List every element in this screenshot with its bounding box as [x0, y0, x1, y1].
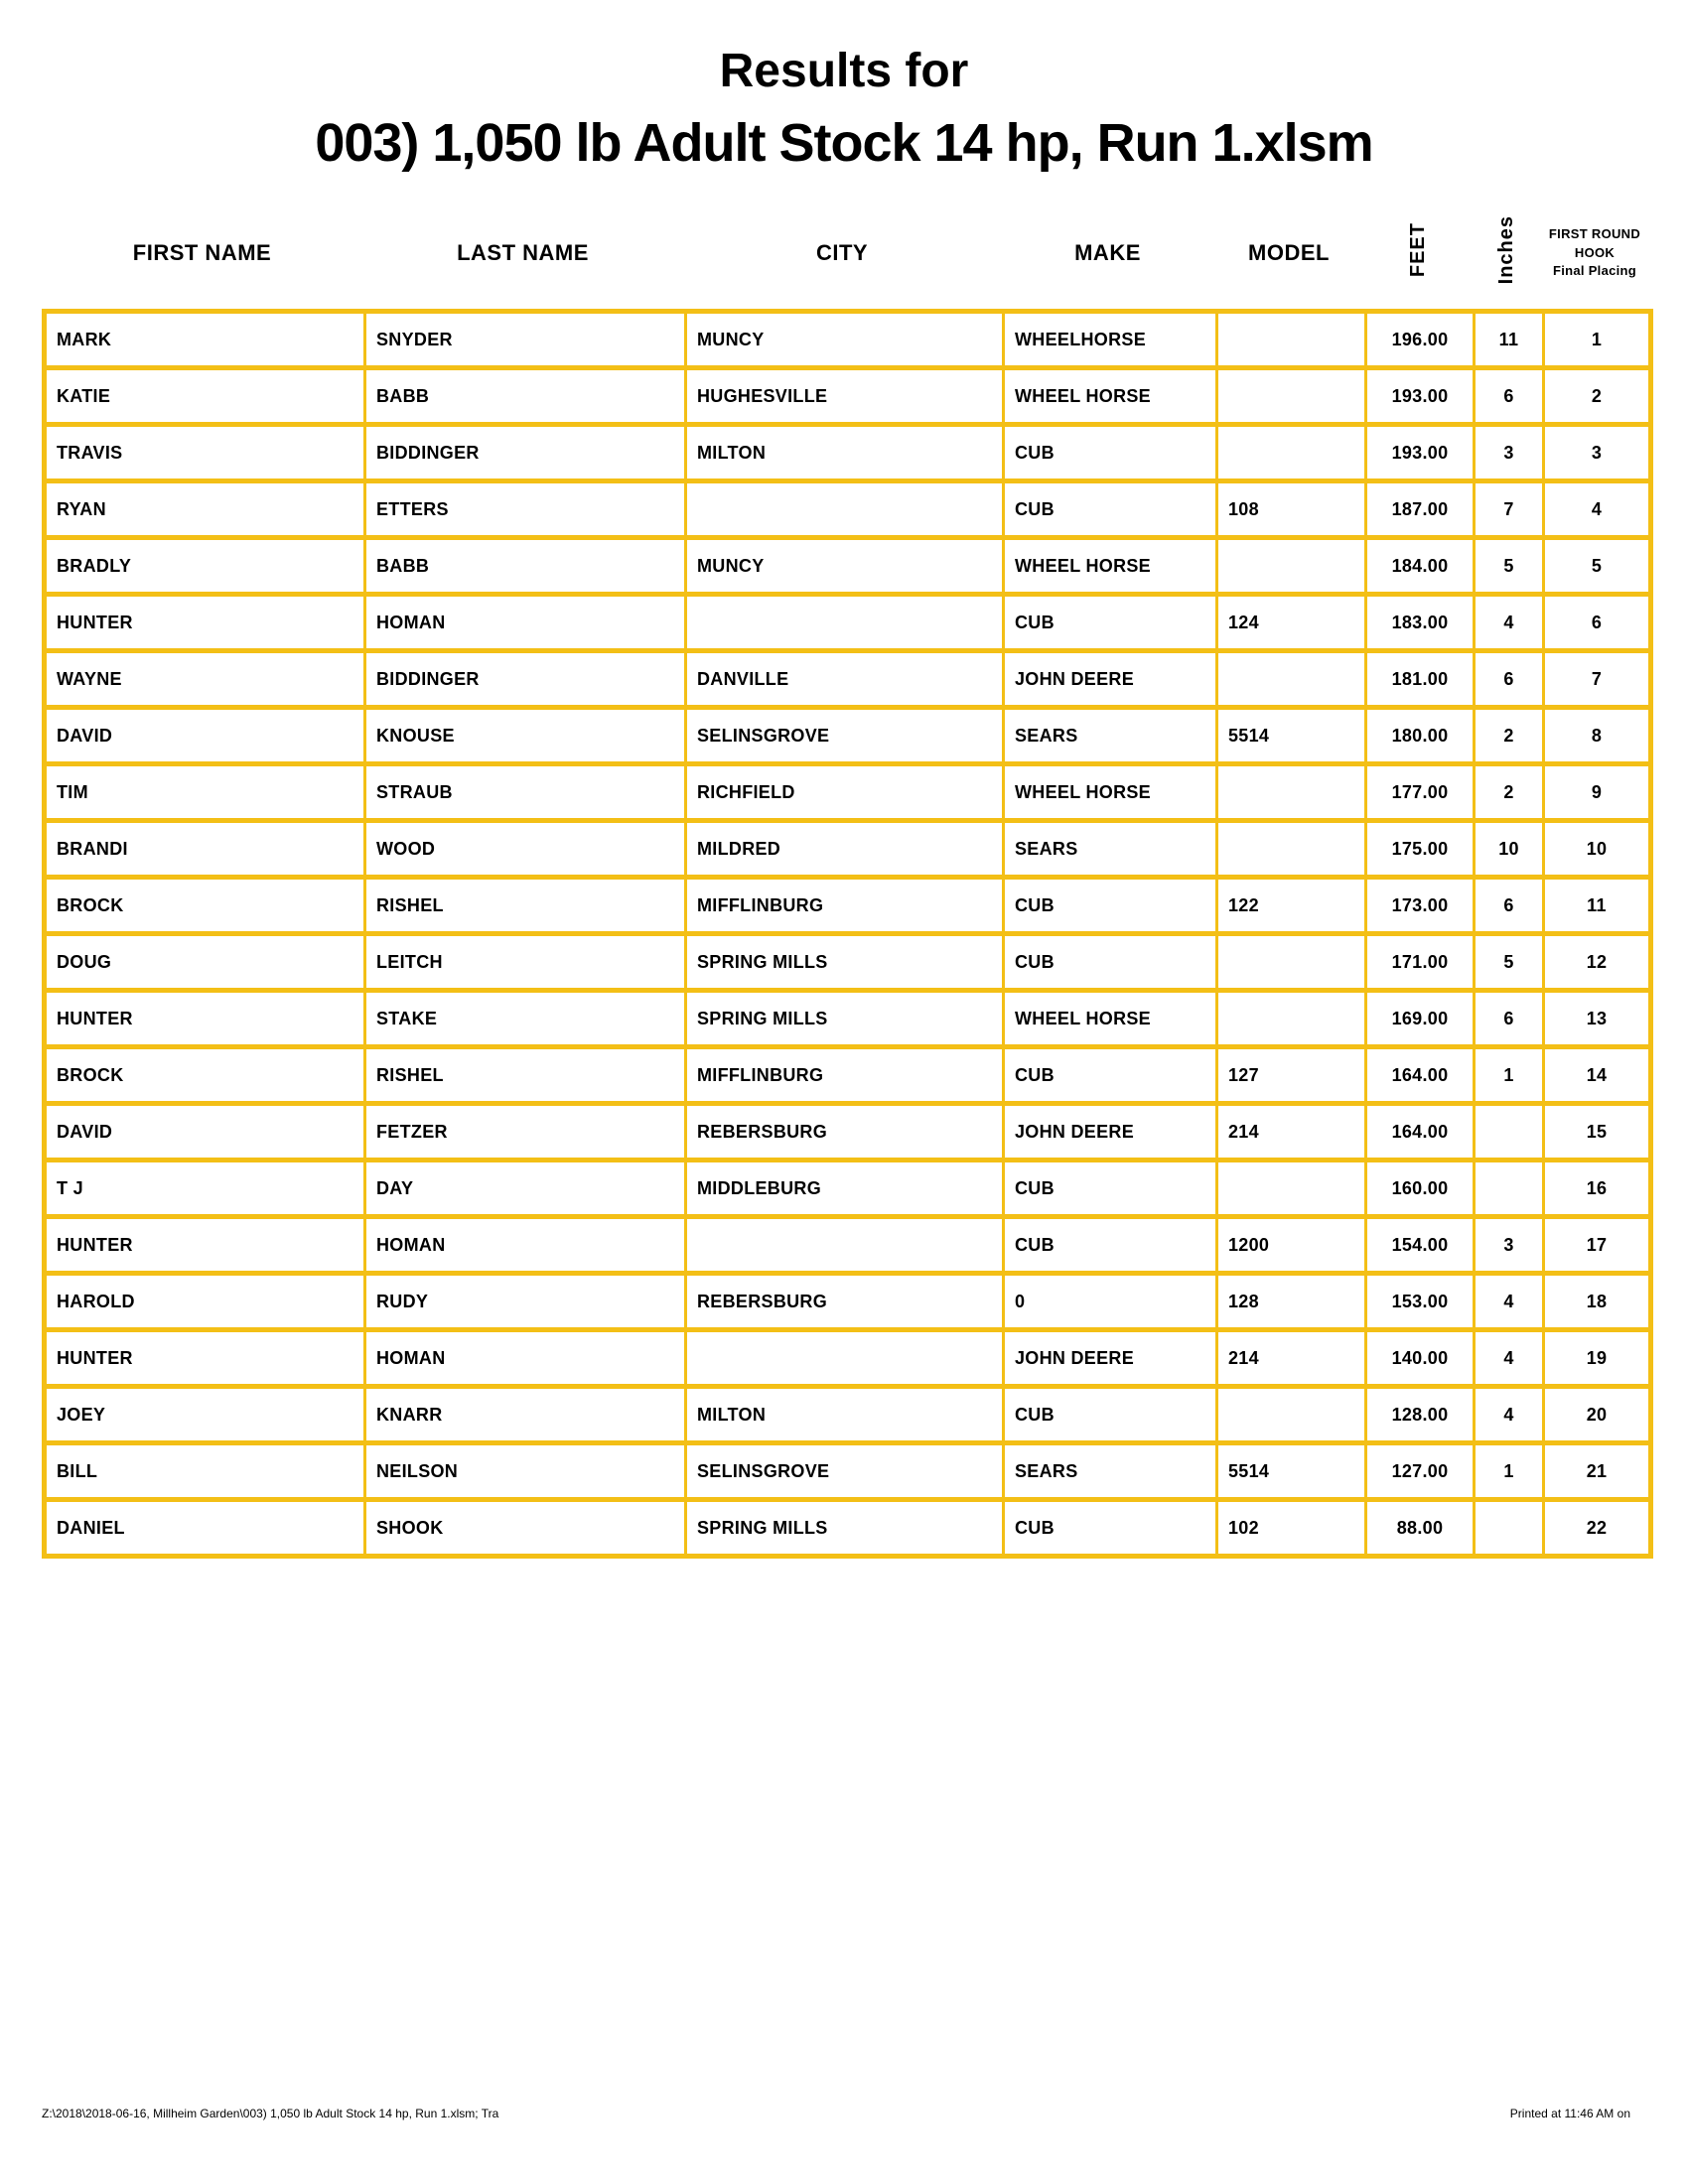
cell-inches: 5: [1475, 934, 1544, 991]
file-title: 003) 1,050 lb Adult Stock 14 hp, Run 1.xlsm: [315, 113, 1373, 173]
cell-inches: 4: [1475, 1330, 1544, 1387]
cell-place: 7: [1544, 651, 1651, 708]
cell-make: WHEEL HORSE: [1004, 764, 1217, 821]
cell-last-name: BIDDINGER: [365, 651, 686, 708]
cell-model: 127: [1217, 1047, 1366, 1104]
cell-last-name: BABB: [365, 368, 686, 425]
cell-place: 3: [1544, 425, 1651, 481]
cell-inches: 4: [1475, 1274, 1544, 1330]
cell-first-name: BRADLY: [45, 538, 365, 595]
cell-model: 108: [1217, 481, 1366, 538]
footer-file-path: Z:\2018\2018-06-16, Millheim Garden\003) 1,050 lb Adult Stock 14 hp, Run 1.xlsm; Tra: [42, 2107, 499, 2120]
cell-city: REBERSBURG: [686, 1274, 1004, 1330]
cell-place: 14: [1544, 1047, 1651, 1104]
cell-feet: 173.00: [1366, 878, 1475, 934]
cell-make: SEARS: [1004, 821, 1217, 878]
cell-city: MILTON: [686, 1387, 1004, 1443]
cell-feet: 154.00: [1366, 1217, 1475, 1274]
cell-feet: 153.00: [1366, 1274, 1475, 1330]
table-row: [45, 764, 1651, 821]
cell-last-name: WOOD: [365, 821, 686, 878]
cell-first-name: HUNTER: [45, 1330, 365, 1387]
cell-inches: 7: [1475, 481, 1544, 538]
cell-feet: 88.00: [1366, 1500, 1475, 1557]
cell-city: [686, 595, 1004, 651]
cell-feet: 183.00: [1366, 595, 1475, 651]
table-row: [45, 651, 1651, 708]
cell-make: CUB: [1004, 1160, 1217, 1217]
cell-last-name: STRAUB: [365, 764, 686, 821]
cell-place: 9: [1544, 764, 1651, 821]
table-row: [45, 368, 1651, 425]
table-row: [45, 595, 1651, 651]
cell-last-name: NEILSON: [365, 1443, 686, 1500]
cell-first-name: BILL: [45, 1443, 365, 1500]
header-hook-line-3: Final Placing: [1552, 263, 1637, 279]
cell-model: [1217, 1387, 1366, 1443]
table-row: [45, 821, 1651, 878]
cell-feet: 164.00: [1366, 1047, 1475, 1104]
cell-make: CUB: [1004, 934, 1217, 991]
cell-inches: 3: [1475, 1217, 1544, 1274]
cell-city: SPRING MILLS: [686, 991, 1004, 1047]
header-make: MAKE: [1074, 240, 1141, 265]
cell-last-name: DAY: [365, 1160, 686, 1217]
cell-make: CUB: [1004, 1500, 1217, 1557]
cell-make: CUB: [1004, 1047, 1217, 1104]
cell-model: 5514: [1217, 1443, 1366, 1500]
cell-make: CUB: [1004, 1387, 1217, 1443]
cell-first-name: KATIE: [45, 368, 365, 425]
cell-city: MUNCY: [686, 538, 1004, 595]
cell-make: CUB: [1004, 425, 1217, 481]
cell-make: SEARS: [1004, 708, 1217, 764]
table-row: [45, 481, 1651, 538]
cell-first-name: DANIEL: [45, 1500, 365, 1557]
cell-first-name: BROCK: [45, 878, 365, 934]
cell-first-name: DAVID: [45, 708, 365, 764]
cell-last-name: FETZER: [365, 1104, 686, 1160]
header-hook-line-1: FIRST ROUND: [1548, 225, 1641, 241]
cell-model: [1217, 368, 1366, 425]
cell-inches: 5: [1475, 538, 1544, 595]
header-first-name: FIRST NAME: [132, 240, 272, 265]
table-row: [45, 1443, 1651, 1500]
cell-place: 4: [1544, 481, 1651, 538]
cell-feet: 171.00: [1366, 934, 1475, 991]
cell-city: MILDRED: [686, 821, 1004, 878]
cell-place: 11: [1544, 878, 1651, 934]
cell-feet: 193.00: [1366, 368, 1475, 425]
cell-last-name: SHOOK: [365, 1500, 686, 1557]
cell-feet: 160.00: [1366, 1160, 1475, 1217]
cell-place: 17: [1544, 1217, 1651, 1274]
cell-first-name: BROCK: [45, 1047, 365, 1104]
cell-model: [1217, 1160, 1366, 1217]
results-table-body: [45, 312, 1651, 1557]
cell-make: CUB: [1004, 595, 1217, 651]
header-first-round-hook: [1541, 210, 1648, 296]
cell-first-name: HUNTER: [45, 595, 365, 651]
cell-inches: 6: [1475, 991, 1544, 1047]
cell-first-name: DAVID: [45, 1104, 365, 1160]
cell-last-name: HOMAN: [365, 1217, 686, 1274]
cell-feet: 196.00: [1366, 312, 1475, 368]
cell-model: [1217, 821, 1366, 878]
cell-feet: 128.00: [1366, 1387, 1475, 1443]
cell-inches: 4: [1475, 1387, 1544, 1443]
footer-printed-timestamp: Printed at 11:46 AM on: [1509, 2107, 1630, 2120]
cell-model: [1217, 538, 1366, 595]
table-row: [45, 878, 1651, 934]
cell-feet: 127.00: [1366, 1443, 1475, 1500]
cell-model: [1217, 934, 1366, 991]
cell-model: 1200: [1217, 1217, 1366, 1274]
cell-city: SELINSGROVE: [686, 708, 1004, 764]
cell-make: WHEEL HORSE: [1004, 991, 1217, 1047]
cell-make: CUB: [1004, 878, 1217, 934]
cell-city: MIFFLINBURG: [686, 878, 1004, 934]
cell-model: 102: [1217, 1500, 1366, 1557]
cell-inches: [1475, 1104, 1544, 1160]
header-model: MODEL: [1248, 240, 1330, 265]
cell-inches: 6: [1475, 878, 1544, 934]
cell-city: SPRING MILLS: [686, 934, 1004, 991]
cell-place: 22: [1544, 1500, 1651, 1557]
cell-place: 10: [1544, 821, 1651, 878]
cell-place: 21: [1544, 1443, 1651, 1500]
table-row: [45, 708, 1651, 764]
table-row: [45, 1387, 1651, 1443]
cell-model: 122: [1217, 878, 1366, 934]
cell-make: CUB: [1004, 481, 1217, 538]
cell-make: SEARS: [1004, 1443, 1217, 1500]
cell-make: WHEEL HORSE: [1004, 538, 1217, 595]
cell-feet: 177.00: [1366, 764, 1475, 821]
cell-last-name: BABB: [365, 538, 686, 595]
cell-place: 18: [1544, 1274, 1651, 1330]
cell-last-name: RISHEL: [365, 878, 686, 934]
cell-model: 214: [1217, 1330, 1366, 1387]
cell-city: [686, 1330, 1004, 1387]
cell-last-name: BIDDINGER: [365, 425, 686, 481]
cell-last-name: HOMAN: [365, 1330, 686, 1387]
cell-first-name: HAROLD: [45, 1274, 365, 1330]
cell-city: [686, 481, 1004, 538]
cell-place: 2: [1544, 368, 1651, 425]
cell-make: JOHN DEERE: [1004, 651, 1217, 708]
table-row: [45, 934, 1651, 991]
cell-city: REBERSBURG: [686, 1104, 1004, 1160]
header-last-name: LAST NAME: [457, 240, 589, 265]
table-row: [45, 312, 1651, 368]
cell-first-name: TRAVIS: [45, 425, 365, 481]
cell-city: MIFFLINBURG: [686, 1047, 1004, 1104]
cell-feet: 140.00: [1366, 1330, 1475, 1387]
cell-last-name: KNARR: [365, 1387, 686, 1443]
cell-first-name: WAYNE: [45, 651, 365, 708]
table-row: [45, 1104, 1651, 1160]
cell-feet: 169.00: [1366, 991, 1475, 1047]
cell-feet: 180.00: [1366, 708, 1475, 764]
cell-place: 12: [1544, 934, 1651, 991]
cell-make: CUB: [1004, 1217, 1217, 1274]
header-feet: [1363, 210, 1472, 296]
cell-inches: 2: [1475, 764, 1544, 821]
table-row: [45, 1047, 1651, 1104]
cell-place: 6: [1544, 595, 1651, 651]
cell-city: DANVILLE: [686, 651, 1004, 708]
cell-city: SPRING MILLS: [686, 1500, 1004, 1557]
cell-first-name: BRANDI: [45, 821, 365, 878]
cell-place: 13: [1544, 991, 1651, 1047]
cell-make: WHEELHORSE: [1004, 312, 1217, 368]
cell-model: [1217, 991, 1366, 1047]
cell-inches: 6: [1475, 651, 1544, 708]
cell-inches: 4: [1475, 595, 1544, 651]
cell-inches: 10: [1475, 821, 1544, 878]
cell-inches: 1: [1475, 1047, 1544, 1104]
cell-make: JOHN DEERE: [1004, 1330, 1217, 1387]
cell-inches: [1475, 1160, 1544, 1217]
cell-first-name: DOUG: [45, 934, 365, 991]
cell-last-name: HOMAN: [365, 595, 686, 651]
table-row: [45, 425, 1651, 481]
table-row: [45, 1500, 1651, 1557]
cell-model: 5514: [1217, 708, 1366, 764]
cell-city: HUGHESVILLE: [686, 368, 1004, 425]
cell-feet: 187.00: [1366, 481, 1475, 538]
cell-first-name: T J: [45, 1160, 365, 1217]
cell-model: [1217, 651, 1366, 708]
header-inches: [1472, 210, 1541, 296]
table-row: [45, 1274, 1651, 1330]
cell-place: 16: [1544, 1160, 1651, 1217]
cell-first-name: JOEY: [45, 1387, 365, 1443]
cell-city: MIDDLEBURG: [686, 1160, 1004, 1217]
cell-feet: 193.00: [1366, 425, 1475, 481]
cell-last-name: ETTERS: [365, 481, 686, 538]
cell-last-name: KNOUSE: [365, 708, 686, 764]
cell-make: 0: [1004, 1274, 1217, 1330]
header-city: CITY: [815, 240, 869, 265]
cell-inches: 1: [1475, 1443, 1544, 1500]
title-block: [0, 44, 1688, 174]
cell-place: 20: [1544, 1387, 1651, 1443]
cell-first-name: RYAN: [45, 481, 365, 538]
cell-place: 15: [1544, 1104, 1651, 1160]
cell-first-name: TIM: [45, 764, 365, 821]
cell-inches: 6: [1475, 368, 1544, 425]
cell-model: 128: [1217, 1274, 1366, 1330]
cell-feet: 164.00: [1366, 1104, 1475, 1160]
table-row: [45, 1330, 1651, 1387]
cell-feet: 184.00: [1366, 538, 1475, 595]
cell-place: 1: [1544, 312, 1651, 368]
header-inches-label: Inches: [1495, 215, 1517, 285]
cell-first-name: HUNTER: [45, 1217, 365, 1274]
cell-make: WHEEL HORSE: [1004, 368, 1217, 425]
column-header-row: [42, 210, 1648, 296]
cell-last-name: RUDY: [365, 1274, 686, 1330]
cell-model: 214: [1217, 1104, 1366, 1160]
cell-inches: 2: [1475, 708, 1544, 764]
cell-first-name: HUNTER: [45, 991, 365, 1047]
cell-inches: [1475, 1500, 1544, 1557]
cell-model: 124: [1217, 595, 1366, 651]
cell-place: 19: [1544, 1330, 1651, 1387]
cell-inches: 11: [1475, 312, 1544, 368]
cell-last-name: RISHEL: [365, 1047, 686, 1104]
table-row: [45, 1160, 1651, 1217]
cell-make: JOHN DEERE: [1004, 1104, 1217, 1160]
cell-model: [1217, 312, 1366, 368]
cell-last-name: LEITCH: [365, 934, 686, 991]
table-row: [45, 538, 1651, 595]
cell-model: [1217, 425, 1366, 481]
header-row: [42, 210, 1648, 296]
table-row: [45, 1217, 1651, 1274]
cell-first-name: MARK: [45, 312, 365, 368]
cell-last-name: STAKE: [365, 991, 686, 1047]
cell-city: MUNCY: [686, 312, 1004, 368]
cell-city: MILTON: [686, 425, 1004, 481]
cell-model: [1217, 764, 1366, 821]
header-feet-label: FEET: [1406, 222, 1429, 278]
cell-place: 5: [1544, 538, 1651, 595]
results-table: [42, 309, 1653, 1559]
table-row: [45, 991, 1651, 1047]
cell-last-name: SNYDER: [365, 312, 686, 368]
header-hook-line-2: HOOK: [1574, 244, 1616, 260]
cell-city: RICHFIELD: [686, 764, 1004, 821]
cell-city: SELINSGROVE: [686, 1443, 1004, 1500]
cell-inches: 3: [1475, 425, 1544, 481]
cell-city: [686, 1217, 1004, 1274]
cell-place: 8: [1544, 708, 1651, 764]
cell-feet: 181.00: [1366, 651, 1475, 708]
cell-feet: 175.00: [1366, 821, 1475, 878]
page-title: Results for: [719, 45, 969, 97]
